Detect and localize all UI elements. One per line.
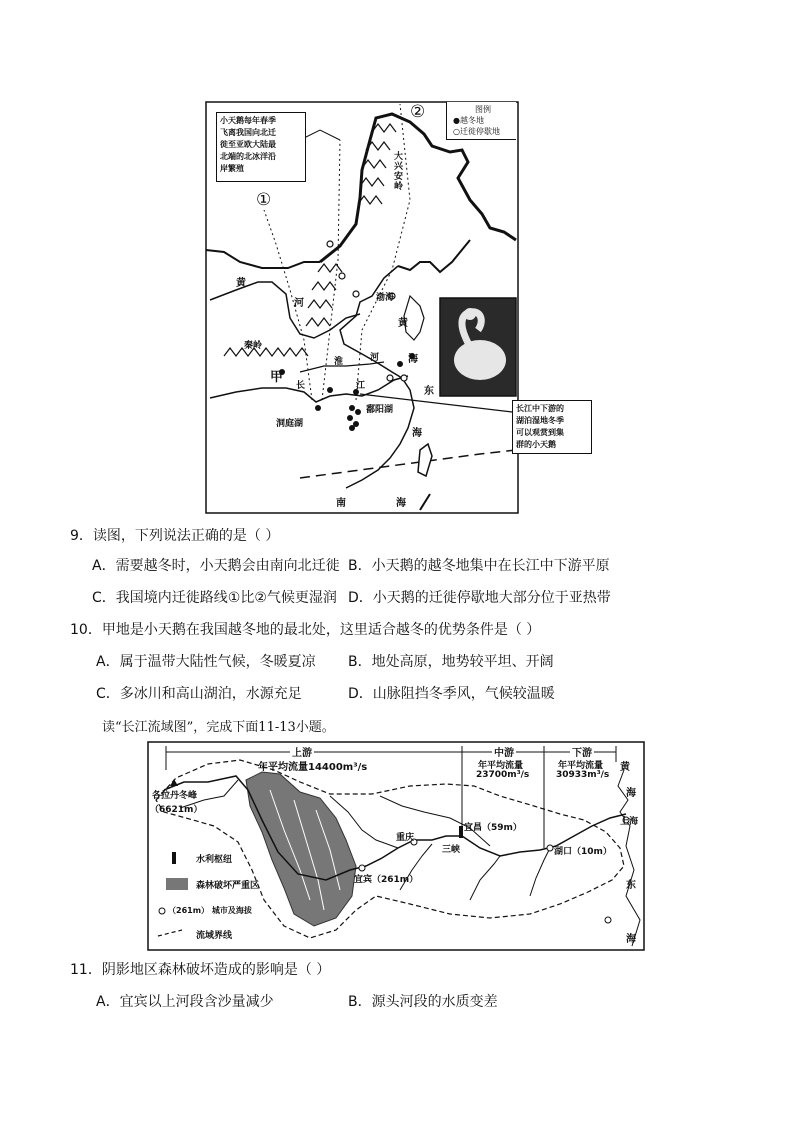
dxal-char: 岭 bbox=[394, 182, 404, 192]
jiang-label: 江 bbox=[356, 381, 366, 391]
callout-top-line: 徙至亚欧大陆最 bbox=[220, 140, 276, 149]
map2-sanxia: 三峡 bbox=[442, 845, 461, 855]
poyang-label: 鄱阳湖 bbox=[366, 405, 394, 415]
map2-dong: 东 bbox=[626, 880, 636, 891]
nan-label: 南 bbox=[336, 498, 346, 509]
q11-option-a[interactable]: A．宜宾以上河段含沙量减少 bbox=[96, 994, 274, 1010]
chang-label: 长 bbox=[296, 381, 306, 391]
legend-city-text: 城市及海拔 bbox=[211, 906, 252, 915]
map2-hai2: 海 bbox=[626, 934, 636, 945]
huang-label: 黄 bbox=[236, 278, 246, 289]
map2-hai: 海 bbox=[626, 788, 636, 799]
map2-city-hukou bbox=[547, 845, 553, 851]
dxal-char: 大 bbox=[394, 152, 404, 162]
stopover-dot-icon: ○ bbox=[453, 127, 460, 136]
map2-upper-flow: 年平均流量14400m³/s bbox=[258, 762, 368, 773]
map2-middle-flow1: 年平均流量 bbox=[478, 761, 524, 771]
q11-option-b[interactable]: B．源头河段的水质变差 bbox=[348, 994, 498, 1010]
map2-yibin: 宜宾（261m） bbox=[354, 875, 419, 885]
dongting-label: 洞庭湖 bbox=[276, 419, 304, 429]
hai2-label: 海 bbox=[412, 428, 422, 439]
legend-boundary-label: 流域界线 bbox=[196, 931, 233, 941]
hai3-label: 海 bbox=[396, 498, 406, 509]
map2-hukou: 湖口（10m） bbox=[554, 847, 612, 857]
map2-yichang: 宜昌（59m） bbox=[464, 823, 522, 833]
map2-huang: 黄 bbox=[620, 762, 630, 773]
he2-label: 河 bbox=[370, 353, 380, 363]
bohai-label: 渤海 bbox=[376, 293, 395, 303]
map2-shanghai: 上海 bbox=[620, 817, 639, 827]
q10-option-d[interactable]: D．山脉阻挡冬季风，气候较温暖 bbox=[348, 686, 555, 702]
q10-option-b[interactable]: B．地处高原，地势较平坦、开阔 bbox=[348, 654, 554, 670]
winter-dot-icon: ● bbox=[453, 116, 460, 125]
callout-top-line: 飞离我国向北迁 bbox=[220, 128, 276, 137]
huai-label: 淮 bbox=[334, 357, 344, 367]
legend-winter: 越冬地 bbox=[459, 116, 484, 125]
legend-city-icon bbox=[159, 908, 165, 914]
he-label: 河 bbox=[294, 298, 304, 309]
callout-top-line: 北端的北冰洋沿 bbox=[220, 152, 276, 161]
legend-dam-label: 水利枢纽 bbox=[196, 855, 233, 865]
map2-dam-icon bbox=[459, 826, 463, 838]
q10-stem: 10．甲地是小天鹅在我国越冬地的最北处，这里适合越冬的优势条件是（ ） bbox=[70, 622, 541, 638]
legend-city-alt: （261m） bbox=[168, 906, 210, 915]
huang-sea-label: 黄 bbox=[398, 318, 408, 329]
callout-bottom-line: 湖泊湿地冬季 bbox=[516, 416, 564, 425]
callout-bottom-line: 长江中下游的 bbox=[516, 404, 564, 413]
map2-upper-label: 上游 bbox=[290, 744, 314, 759]
legend-dam-icon bbox=[172, 852, 176, 864]
legend-forest-icon bbox=[166, 878, 188, 890]
map2-middle-flow2: 23700m³/s bbox=[476, 770, 530, 780]
q9-stem: 9．读图，下列说法正确的是（ ） bbox=[70, 528, 280, 544]
legend-stop: 迁徙停歇地 bbox=[459, 127, 500, 136]
q10-option-c[interactable]: C．多冰川和高山湖泊，水源充足 bbox=[96, 686, 302, 702]
callout-bottom-line: 可以观赏到集 bbox=[516, 428, 564, 437]
legend-title: 图例 bbox=[475, 105, 491, 114]
map2-city-extra bbox=[605, 917, 611, 923]
hai-label: 海 bbox=[408, 354, 418, 365]
q9-option-d[interactable]: D．小天鹅的迁徙停歇地大部分位于亚热带 bbox=[348, 590, 611, 606]
map2-gela1: 各拉丹冬峰 bbox=[152, 791, 198, 801]
qinling-label: 秦岭 bbox=[244, 341, 263, 351]
map2-lower-flow2: 30933m³/s bbox=[556, 770, 610, 780]
map2-city-yibin bbox=[359, 865, 365, 871]
legend-forest-label: 森林破坏严重区 bbox=[196, 881, 260, 891]
callout-top-line: 岸繁殖 bbox=[220, 164, 244, 173]
map2-lower-label: 下游 bbox=[570, 744, 594, 759]
dxal-char: 兴 bbox=[394, 162, 404, 172]
dong-label: 东 bbox=[424, 386, 434, 397]
map2-chongqing: 重庆 bbox=[396, 833, 415, 843]
map2-lower-flow1: 年平均流量 bbox=[558, 761, 604, 771]
q9-option-a[interactable]: A．需要越冬时，小天鹅会由南向北迁徙 bbox=[92, 558, 340, 574]
q9-option-b[interactable]: B．小天鹅的越冬地集中在长江中下游平原 bbox=[348, 558, 610, 574]
route2-label: ② bbox=[410, 102, 426, 122]
q11-stem: 11．阴影地区森林破坏造成的影响是（ ） bbox=[70, 962, 331, 978]
q9-option-c[interactable]: C．我国境内迁徙路线①比②气候更湿润 bbox=[92, 590, 337, 606]
dxal-char: 安 bbox=[394, 172, 404, 182]
map2-middle-label: 中游 bbox=[492, 744, 516, 759]
route1-label: ① bbox=[256, 190, 272, 210]
legend-city-label bbox=[168, 905, 252, 916]
q10-option-a[interactable]: A．属于温带大陆性气候，冬暖夏凉 bbox=[96, 654, 316, 670]
section-intro: 读“长江流域图”，完成下面11-13小题。 bbox=[102, 720, 335, 735]
callout-bottom-line: 群的小天鹅 bbox=[516, 440, 556, 449]
callout-top-line: 小天鹅每年春季 bbox=[220, 116, 276, 125]
jia-label: 甲 bbox=[270, 370, 284, 385]
map2-gela2: （6621m） bbox=[150, 805, 203, 815]
